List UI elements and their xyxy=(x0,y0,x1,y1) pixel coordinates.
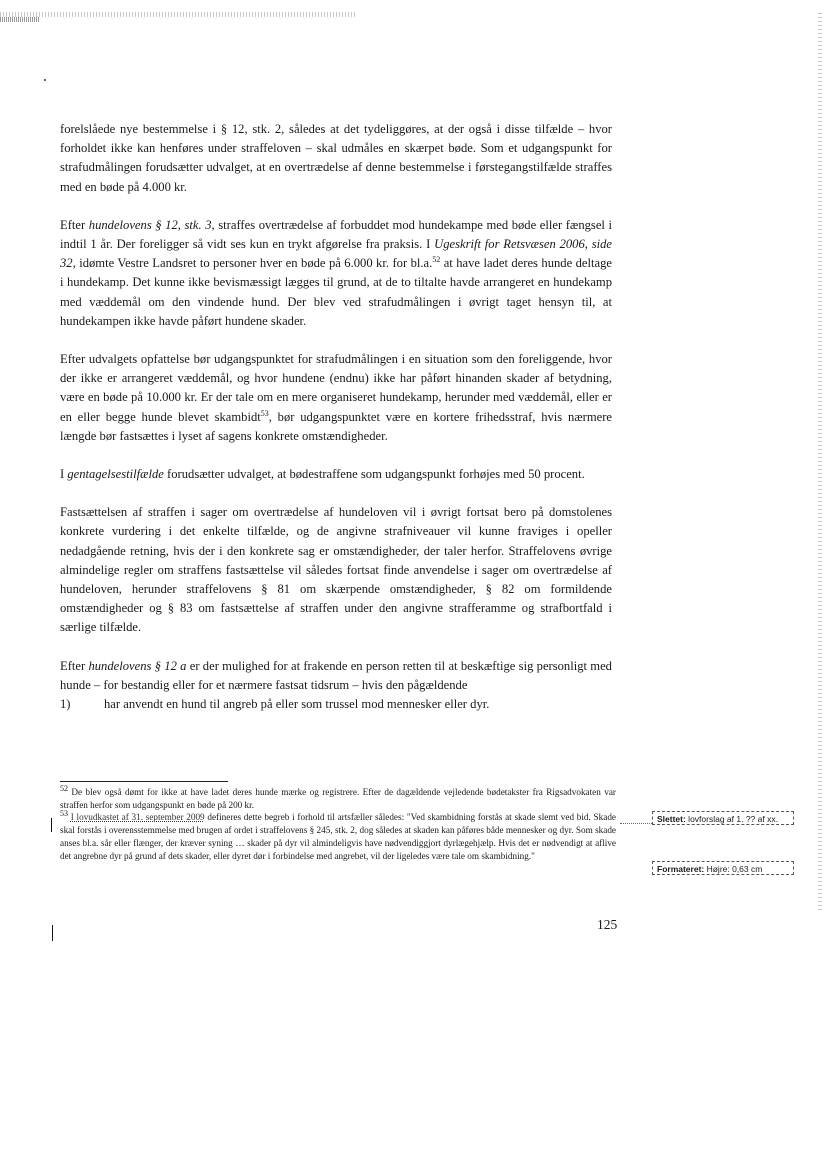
list-number: 1) xyxy=(60,697,71,712)
italic-reference: hundelovens § 12 a xyxy=(88,658,187,673)
comment-connector xyxy=(620,823,652,824)
footnote-53: 53 I lovudkastet af 31. september 2009 defineres dette begreb i forhold til artsfæller således: "Ved skambidning forstås at skade slemt ved bid. Skade skal forstås i overensstemmelse med brugen af ordet i straffelovens § 245, stk. 2, dog således at skaden kan påføres både mennesker og dyr. Som skade anses bl.a. sår eller flænger, der kræver syning … skader på dyr vil almindeligvis have nødvendiggjort dyrlægehjælp. Hvis det er nødvendigt at aflive det angrebne dyr på grund af dets skader, eller dyret dør i forbindelse med angrebet, vil der ligeledes være tale om skambidning." xyxy=(60,809,617,861)
tracked-change-insertion[interactable]: I lovudkastet af 31. september 2009 xyxy=(70,812,205,823)
paragraph-2: Efter hundelovens § 12, stk. 3, straffes overtrædelse af forbuddet mod hundekampe med bøde eller fængsel i indtil 1 år. Der foreligger så vidt ses kun en trykt afgørelse fra praksis. I Ugeskrift for Retsvæsen 2006, side 32, idømte Vestre Landsret to personer hver en bøde på 6.000 kr. for bl.a.$^{52}$ at have ladet deres hunde deltage i hundekamp. Det kunne ikke bevismæssigt lægges til grund, at de to tiltalte havde arrangeret en hundekamp med væddemål om den vindende hund. Der blev ved strafudmålingen i øvrigt taget hensyn til, at hundekampen ikke havde påført hundene skader. xyxy=(60,217,613,328)
paragraph-4: I gentagelsestilfælde forudsætter udvalget, at bødestraffene som udgangspunkt forhøjes med 50 procent. xyxy=(60,467,585,482)
footnote-separator xyxy=(60,781,228,782)
paragraph-3: Efter udvalgets opfattelse bør udgangspunktet for strafudmålingen i en situation som den foreliggende, hvor der ikke er arrangeret væddemål, og hvor hundene (endnu) ikke har påført hinanden skader af betydning, være en bøde på 10.000 kr. Er der tale om en mere organiseret hundekamp, herunder med væddemål, eller er en eller begge hunde blevet skambidt$^{53}$, bør udgangspunktet være en kortere frihedsstraf, hvis nærmere længde bør fastsættes i lyset af sagens konkrete omstændigheder. xyxy=(60,352,613,443)
list-text: har anvendt en hund til angreb på eller som trussel mod mennesker eller dyr. xyxy=(104,697,490,712)
footnote-52: 52 De blev også dømt for ikke at have ladet deres hunde mærke og registrere. Efter de dagældende vejledende bødetakster fra Rigsadvokaten var straffen herfor som udgangspunkt en bøde på 200 kr. xyxy=(60,783,616,810)
scan-artifact-top xyxy=(0,12,355,17)
italic-reference: Ugeskrift for Retsvæsen 2006, side 32, xyxy=(60,237,613,271)
paragraph-5: Fastsættelsen af straffen i sager om overtrædelse af hundeloven vil i øvrigt fortsat bero på domstolenes konkrete vurdering i det enkelte tilfælde, og de angivne strafniveauer vil kunne fraviges i opeller nedadgående retning, hvis der i den konkrete sag er omstændigheder, der taler herfor. Straffelovens øvrige almindelige regler om straffens fastsættelse vil således fortsat finde anvendelse i sager om overtrædelse af hundeloven, herunder straffelovens § 81 om skærpende omstændigheder, § 82 om formildende omstændigheder og § 83 om fastsættelse af straffen under den angivne strafferamme og strafbortfald i særlige tilfælde. xyxy=(60,505,612,635)
list-item xyxy=(60,695,612,714)
italic-reference: hundelovens § 12, stk. 3, xyxy=(88,217,215,232)
footnote-ref-53[interactable]: 53 xyxy=(260,408,269,418)
document-body xyxy=(60,120,612,714)
change-bar xyxy=(52,925,53,941)
change-bar xyxy=(51,818,52,832)
page-number: 125 xyxy=(597,917,618,932)
scan-artifact-right-edge xyxy=(818,10,822,910)
paragraph-1: forelslåede nye bestemmelse i § 12, stk. 2, således at det tydeliggøres, at der også i disse tilfælde – hvor forholdet ikke kan henføres under straffeloven – skal udmåles en skærpet bøde. Som et udgangspunkt for strafudmålingen forudsætter udvalget, at en overtrædelse af denne bestemmelse i førstegangstilfælde straffes med en bøde på 4.000 kr. xyxy=(60,122,612,194)
scan-speck xyxy=(44,79,46,81)
italic-term: gentagelsestilfælde xyxy=(67,467,164,482)
paragraph-6: Efter hundelovens § 12 a er der mulighed for at frakende en person retten til at beskæftige sig personligt med hunde – for bestandig eller for et nærmere fastsat tidsrum – hvis den pågældende xyxy=(60,658,612,692)
scan-artifact-corner xyxy=(0,17,40,22)
footnote-ref-52[interactable]: 52 xyxy=(432,255,441,265)
footnotes xyxy=(60,783,617,862)
comment-formatted[interactable]: Formateret: Højre: 0,63 cm xyxy=(652,861,794,875)
comment-deleted[interactable]: Slettet: lovforslag af 1. ?? af xx. xyxy=(652,811,794,825)
